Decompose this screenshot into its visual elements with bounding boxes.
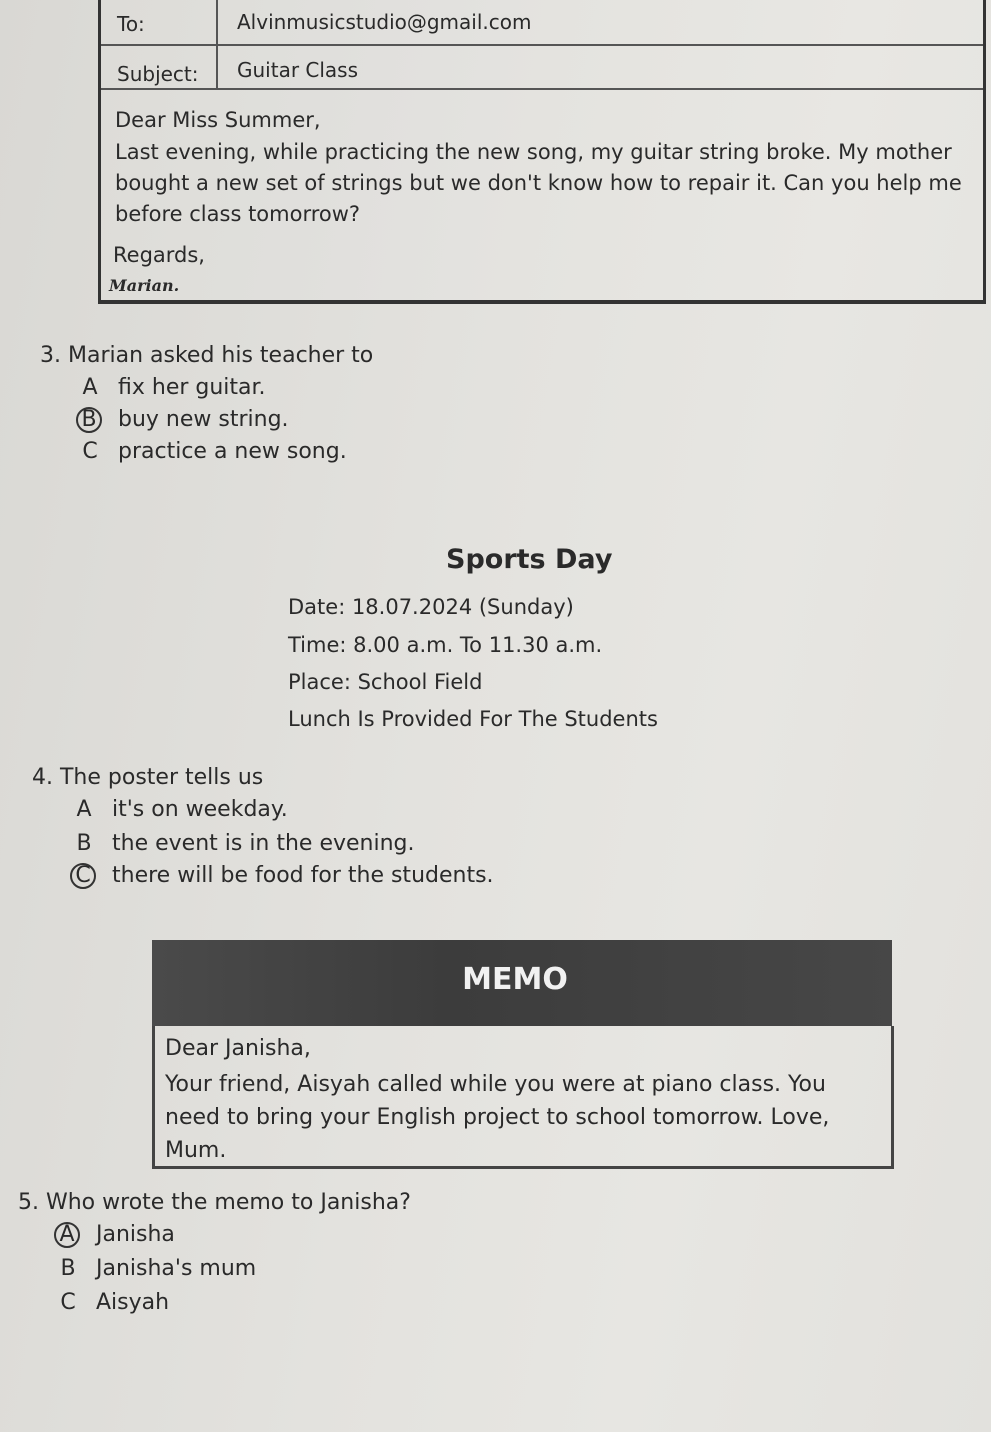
question-5-option-b[interactable]: [56, 1256, 256, 1281]
question-3-stem: 3. Marian asked his teacher to: [40, 343, 374, 368]
question-5-option-a[interactable]: [56, 1222, 175, 1248]
selected-answer-circle: C: [70, 863, 96, 889]
to-label: To:: [117, 12, 145, 36]
selected-answer-circle: B: [76, 407, 102, 433]
option-text: buy new string.: [118, 407, 289, 432]
question-3-option-c[interactable]: [78, 439, 347, 464]
poster-date: Date: 18.07.2024 (Sunday): [288, 595, 574, 619]
question-4-stem: 4. The poster tells us: [32, 765, 264, 790]
poster-time: Time: 8.00 a.m. To 11.30 a.m.: [288, 633, 603, 657]
memo-header: [152, 940, 892, 1026]
question-5-stem: 5. Who wrote the memo to Janisha?: [18, 1190, 411, 1215]
option-text: Janisha's mum: [96, 1256, 257, 1281]
option-letter: C: [60, 1290, 76, 1315]
option-text: there will be food for the students.: [112, 863, 494, 888]
email-divider: [216, 0, 218, 88]
subject-value: Guitar Class: [237, 58, 359, 82]
question-4-option-a[interactable]: [72, 797, 288, 822]
memo-greeting: Dear Janisha,: [165, 1036, 311, 1061]
poster-place: Place: School Field: [288, 670, 483, 694]
option-letter: B: [60, 1256, 76, 1281]
question-4-option-b[interactable]: [72, 831, 415, 856]
option-text: it's on weekday.: [112, 797, 288, 822]
memo-title: MEMO: [462, 962, 568, 997]
subject-label: Subject:: [117, 62, 199, 86]
option-letter: A: [82, 375, 98, 400]
option-letter: C: [82, 439, 98, 464]
to-value: Alvinmusicstudio@gmail.com: [237, 10, 532, 34]
email-greeting: Dear Miss Summer,: [115, 108, 321, 132]
poster-title: Sports Day: [446, 544, 613, 575]
email-signature: Marian.: [109, 276, 180, 295]
to-row: [101, 0, 983, 46]
option-text: Janisha: [96, 1222, 175, 1247]
option-text: the event is in the evening.: [112, 831, 415, 856]
subject-row: [101, 44, 983, 90]
option-letter: A: [76, 797, 92, 822]
question-4-option-c[interactable]: [72, 863, 494, 889]
poster-note: Lunch Is Provided For The Students: [288, 707, 658, 731]
memo-body: Your friend, Aisyah called while you were at piano class. You need to bring your English project to school tomorrow. Love, Mum.: [165, 1072, 830, 1163]
selected-answer-circle: A: [54, 1222, 80, 1248]
email-closing: Regards,: [113, 243, 205, 267]
memo-box: [152, 1026, 894, 1169]
option-letter: B: [76, 831, 92, 856]
email-body: Last evening, while practicing the new song, my guitar string broke. My mother bought a new set of strings but we don't know how to repair it. Can you help me before class tomorrow?: [115, 140, 962, 226]
option-text: practice a new song.: [118, 439, 347, 464]
question-5-option-c[interactable]: [56, 1290, 169, 1315]
email-box: [98, 0, 986, 304]
question-3-option-a[interactable]: [78, 375, 266, 400]
option-text: Aisyah: [96, 1290, 170, 1315]
option-text: fix her guitar.: [118, 375, 266, 400]
question-3-option-b[interactable]: [78, 407, 289, 433]
